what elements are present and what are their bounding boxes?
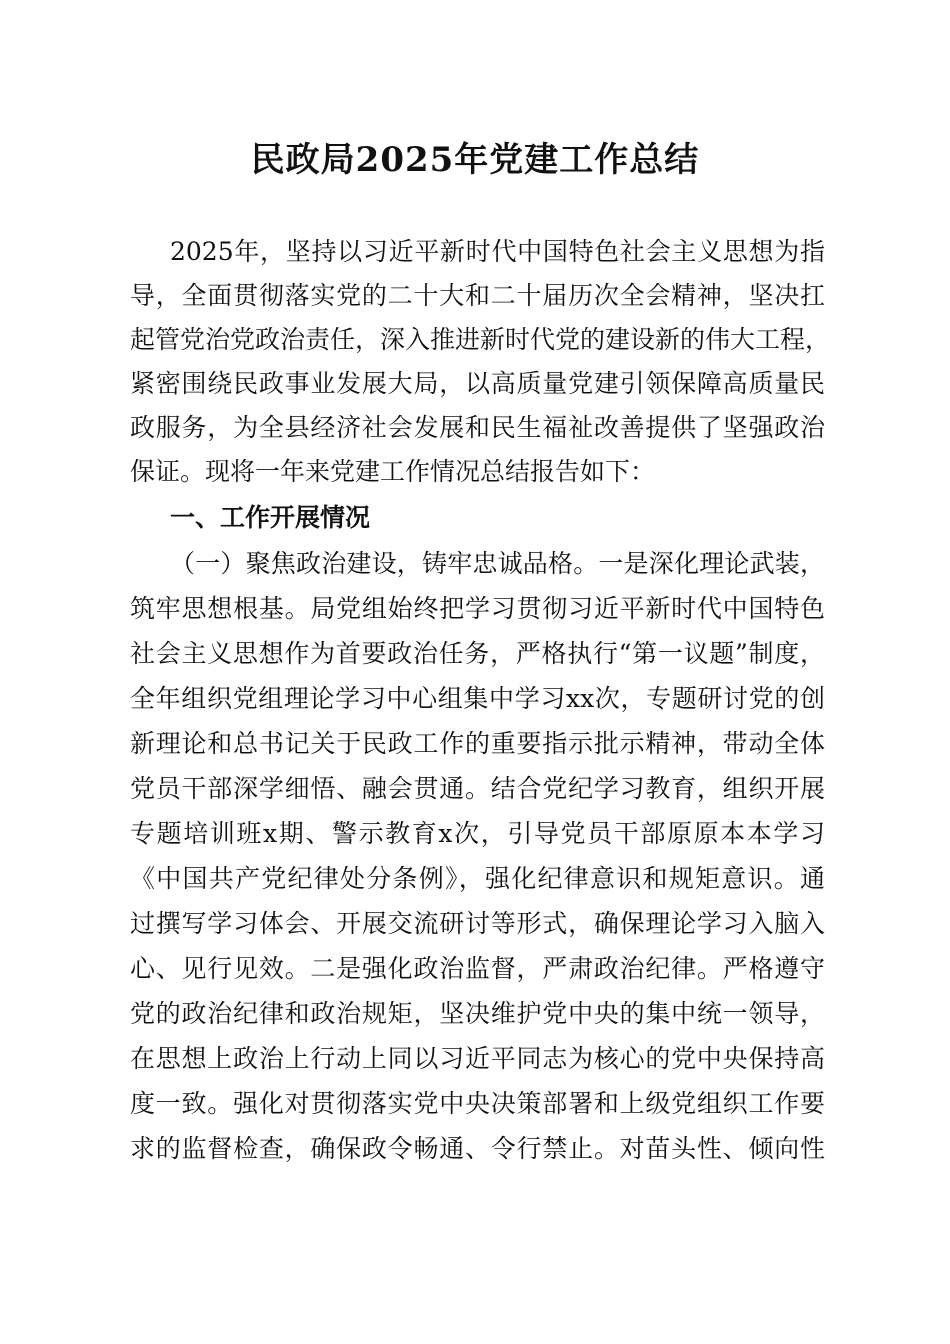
- paragraph-line: 紧密围绕民政事业发展大局，以高质量党建引领保障高质量民: [130, 369, 825, 398]
- paragraph-line: 过撰写学习体会、开展交流研讨等形式，确保理论学习入脑入: [130, 909, 825, 938]
- paragraph-line: 求的监督检查，确保政令畅通、令行禁止。对苗头性、倾向性: [130, 1134, 825, 1163]
- paragraph-line: 在思想上政治上行动上同以习近平同志为核心的党中央保持高: [130, 1044, 825, 1073]
- paragraph-line: 起管党治党政治责任，深入推进新时代党的建设新的伟大工程，: [130, 325, 831, 354]
- paragraph-line: 政服务，为全县经济社会发展和民生福祉改善提供了坚强政治: [130, 413, 825, 442]
- paragraph-line: 党的政治纪律和政治规矩，坚决维护党中央的集中统一领导，: [130, 999, 825, 1028]
- paragraph-line: 《中国共产党纪律处分条例》，强化纪律意识和规矩意识。通: [130, 864, 825, 893]
- paragraph-line: 保证。现将一年来党建工作情况总结报告如下：: [130, 457, 656, 486]
- paragraph-line: 全年组织党组理论学习中心组集中学习xx次，专题研讨党的创: [130, 684, 825, 713]
- paragraph-line: 专题培训班x期、警示教育x次，引导党员干部原原本本学习: [130, 819, 825, 848]
- paragraph-line: （一）聚焦政治建设，铸牢忠诚品格。一是深化理论武装，: [170, 549, 825, 578]
- paragraph-line: 筑牢思想根基。局党组始终把学习贯彻习近平新时代中国特色: [130, 594, 825, 623]
- paragraph-line: 心、见行见效。二是强化政治监督，严肃政治纪律。严格遵守: [130, 954, 825, 983]
- paragraph-line: 导，全面贯彻落实党的二十大和二十届历次全会精神，坚决扛: [130, 281, 825, 310]
- paragraph-line: 2025年，坚持以习近平新时代中国特色社会主义思想为指: [170, 237, 825, 266]
- section-heading: 一、工作开展情况: [170, 503, 371, 532]
- paragraph-line: 社会主义思想作为首要政治任务，严格执行“第一议题”制度，: [130, 639, 825, 668]
- paragraph-line: 新理论和总书记关于民政工作的重要指示批示精神，带动全体: [130, 729, 825, 758]
- paragraph-line: 党员干部深学细悟、融会贯通。结合党纪学习教育，组织开展: [130, 774, 825, 803]
- paragraph-line: 度一致。强化对贯彻落实党中央决策部署和上级党组织工作要: [130, 1089, 825, 1118]
- document-title: 民政局2025年党建工作总结: [250, 140, 700, 180]
